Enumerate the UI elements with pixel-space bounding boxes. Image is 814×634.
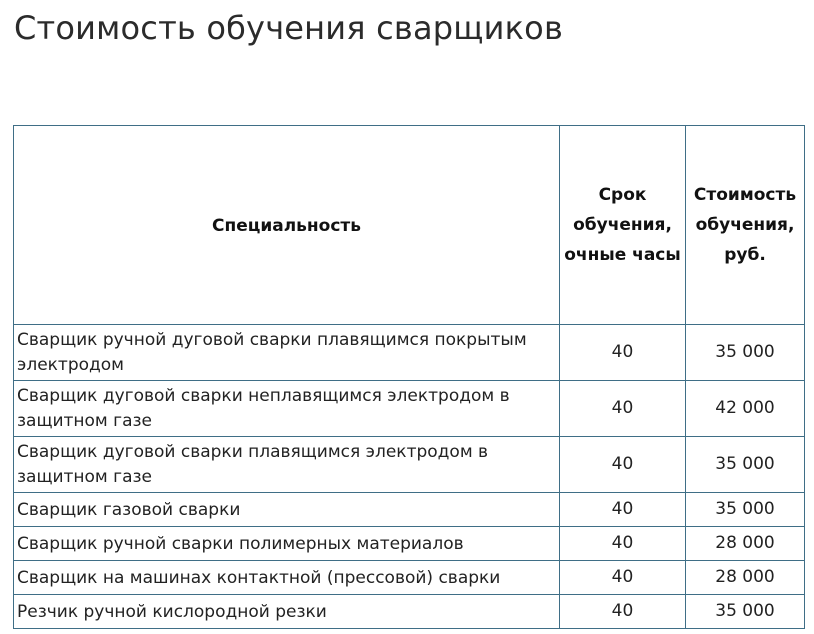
- cell-hours: 40: [560, 527, 686, 561]
- cell-hours: 40: [560, 493, 686, 527]
- cell-hours: 40: [560, 595, 686, 629]
- cell-price: 35 000: [686, 595, 805, 629]
- cell-specialty: Сварщик дуговой сварки неплавящимся электродом в защитном газе: [14, 381, 560, 437]
- price-table: [13, 125, 805, 629]
- cell-specialty: Сварщик ручной сварки полимерных материалов: [14, 527, 560, 561]
- cell-specialty: Сварщик на машинах контактной (прессовой) сварки: [14, 561, 560, 595]
- page-title: Стоимость обучения сварщиков: [14, 9, 564, 47]
- header-price: Стоимость обучения, руб.: [686, 126, 805, 325]
- cell-price: 35 000: [686, 437, 805, 493]
- cell-price: 35 000: [686, 325, 805, 381]
- cell-hours: 40: [560, 381, 686, 437]
- table-row: [14, 381, 805, 437]
- cell-price: 28 000: [686, 527, 805, 561]
- table-row: [14, 595, 805, 629]
- cell-price: 28 000: [686, 561, 805, 595]
- cell-specialty: Резчик ручной кислородной резки: [14, 595, 560, 629]
- cell-specialty: Сварщик дуговой сварки плавящимся электродом в защитном газе: [14, 437, 560, 493]
- cell-price: 42 000: [686, 381, 805, 437]
- header-duration: Срок обучения, очные часы: [560, 126, 686, 325]
- cell-hours: 40: [560, 325, 686, 381]
- table-row: [14, 527, 805, 561]
- table-row: [14, 325, 805, 381]
- cell-specialty: Сварщик ручной дуговой сварки плавящимся покрытым электродом: [14, 325, 560, 381]
- table-row: [14, 493, 805, 527]
- cell-hours: 40: [560, 437, 686, 493]
- table-row: [14, 437, 805, 493]
- table-row: [14, 561, 805, 595]
- cell-hours: 40: [560, 561, 686, 595]
- cell-specialty: Сварщик газовой сварки: [14, 493, 560, 527]
- cell-price: 35 000: [686, 493, 805, 527]
- header-specialty: Специальность: [14, 126, 560, 325]
- table-header-row: [14, 126, 805, 325]
